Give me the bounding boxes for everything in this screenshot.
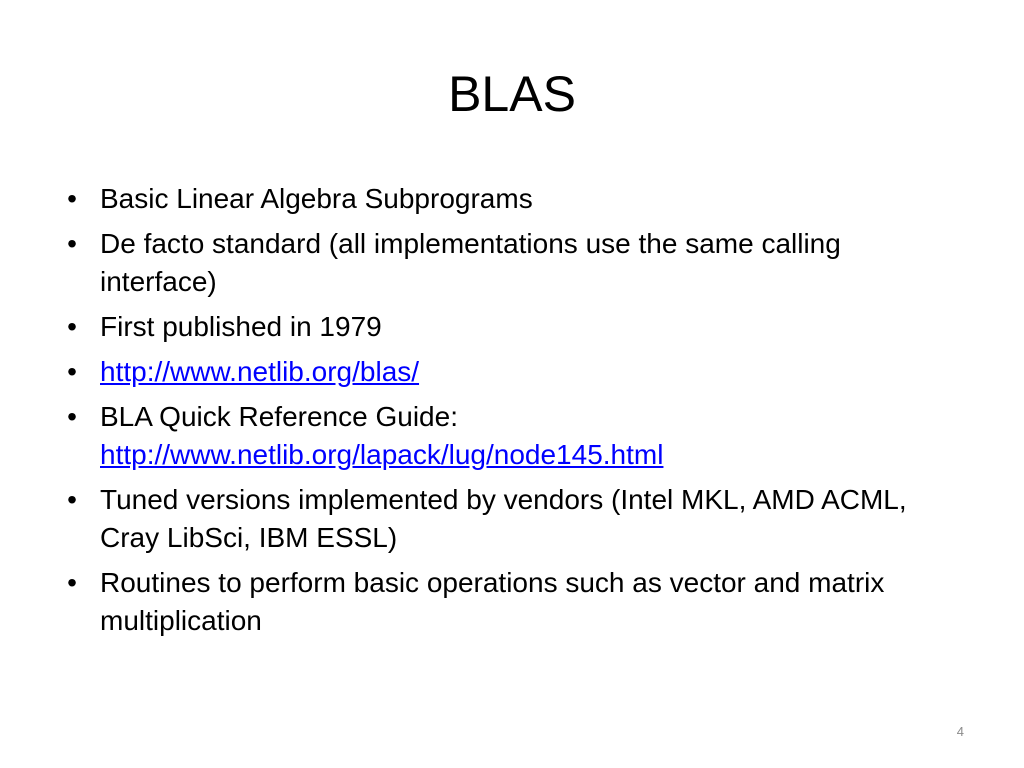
bullet-item-definition — [60, 180, 960, 218]
bullet-text: De facto standard (all implementations use the same calling interface) — [100, 228, 841, 297]
bullet-text: BLA Quick Reference Guide: — [100, 401, 458, 432]
bullet-icon: • — [67, 228, 77, 259]
bullet-item-quick-reference — [60, 398, 960, 474]
bullet-icon: • — [67, 183, 77, 214]
bullet-item-vendors — [60, 481, 960, 557]
bullet-icon: • — [67, 356, 77, 387]
bullet-icon: • — [67, 311, 77, 342]
bullet-text: Routines to perform basic operations such as vector and matrix multiplication — [100, 567, 885, 636]
bullet-item-blas-link — [60, 353, 960, 391]
slide-title: BLAS — [448, 66, 576, 122]
bullet-icon: • — [67, 567, 77, 598]
bullet-item-routines — [60, 564, 960, 640]
bullet-item-published — [60, 308, 960, 346]
bullet-icon: • — [67, 484, 77, 515]
bullet-text: Basic Linear Algebra Subprograms — [100, 183, 533, 214]
bullet-item-standard — [60, 225, 960, 301]
blas-link[interactable]: http://www.netlib.org/blas/ — [100, 356, 420, 387]
quick-reference-link[interactable]: http://www.netlib.org/lapack/lug/node145.html — [100, 439, 664, 470]
bullet-text: Tuned versions implemented by vendors (Intel MKL, AMD ACML, Cray LibSci, IBM ESSL) — [100, 484, 907, 553]
bullet-list — [60, 180, 960, 647]
page-number: 4 — [956, 724, 964, 739]
bullet-icon: • — [67, 401, 77, 432]
bullet-text: First published in 1979 — [100, 311, 382, 342]
